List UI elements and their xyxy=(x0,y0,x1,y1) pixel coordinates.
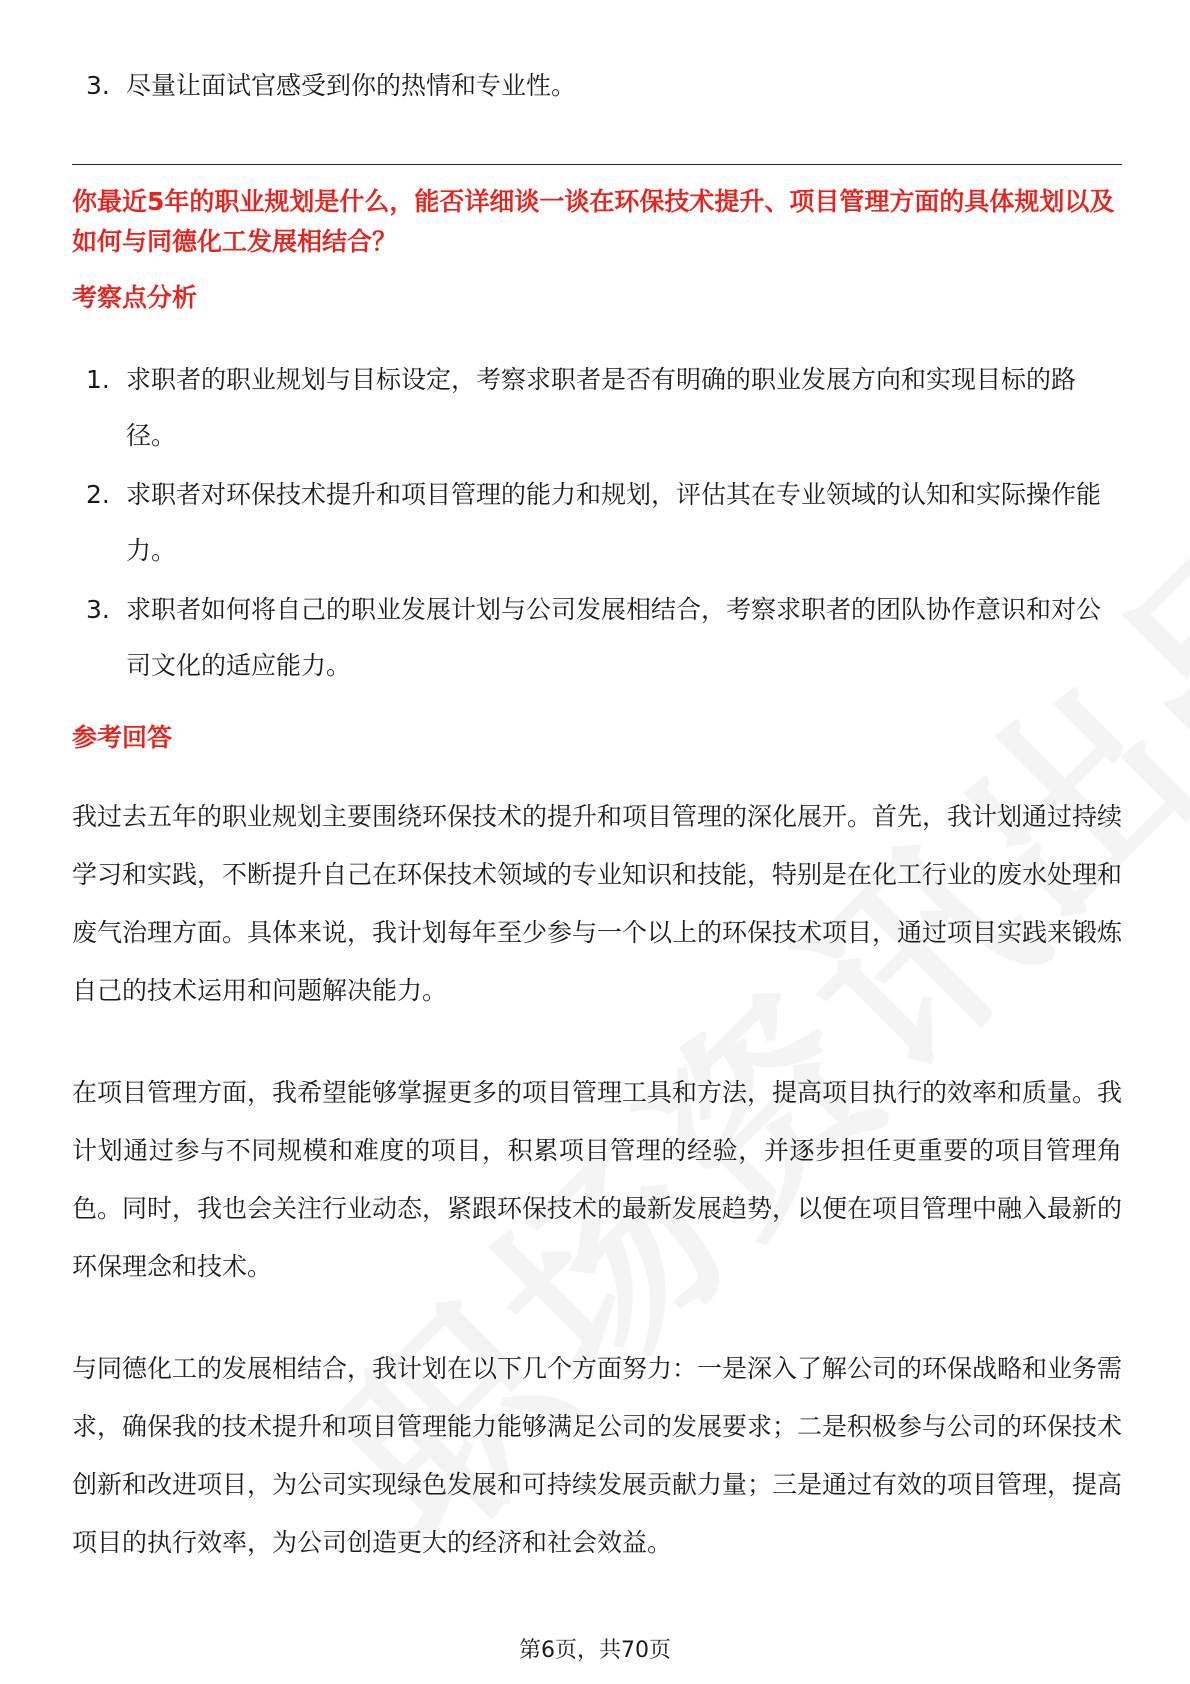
list-item-text: 尽量让面试官感受到你的热情和专业性。 xyxy=(126,71,577,100)
list-item-text: 求职者对环保技术提升和项目管理的能力和规划，评估其在专业领域的认知和实际操作能力。 xyxy=(126,480,1102,565)
list-item xyxy=(86,467,1122,579)
list-item-number: 2. xyxy=(86,480,110,509)
question-heading: 你最近5年的职业规划是什么，能否详细谈一谈在环保技术提升、项目管理方面的具体规划以及如何与同德化工发展相结合？ xyxy=(72,187,1115,256)
answer-paragraph: 在项目管理方面，我希望能够掌握更多的项目管理工具和方法，提高项目执行的效率和质量。我计划通过参与不同规模和难度的项目，积累项目管理的经验，并逐步担任更重要的项目管理角色。同时，我也会关注行业动态，紧跟环保技术的最新发展趋势，以便在项目管理中融入最新的环保理念和技术。 xyxy=(72,1078,1123,1281)
list-item-text: 求职者如何将自己的职业发展计划与公司发展相结合，考察求职者的团队协作意识和对公司文化的适应能力。 xyxy=(126,595,1102,680)
list-item xyxy=(86,352,1122,464)
analysis-list xyxy=(86,352,1122,697)
list-item-number: 3. xyxy=(86,595,110,624)
list-item-number: 1. xyxy=(86,365,110,394)
answer-body xyxy=(72,788,1122,1616)
answer-heading: 参考回答 xyxy=(72,723,173,752)
list-item xyxy=(86,582,1122,694)
answer-paragraph: 与同德化工的发展相结合，我计划在以下几个方面努力：一是深入了解公司的环保战略和业务需求，确保我的技术提升和项目管理能力能够满足公司的发展要求；二是积极参与公司的环保技术创新和改进项目，为公司实现绿色发展和可持续发展贡献力量；三是通过有效的项目管理，提高项目的执行效率，为公司创造更大的经济和社会效益。 xyxy=(72,1354,1123,1557)
section-divider xyxy=(72,164,1122,165)
list-item xyxy=(86,66,576,106)
analysis-heading: 考察点分析 xyxy=(72,283,198,312)
answer-paragraph: 我过去五年的职业规划主要围绕环保技术的提升和项目管理的深化展开。首先，我计划通过持续学习和实践，不断提升自己在环保技术领域的专业知识和技能，特别是在化工行业的废水处理和废气治理方面。具体来说，我计划每年至少参与一个以上的环保技术项目，通过项目实践来锻炼自己的技术运用和问题解决能力。 xyxy=(72,802,1123,1005)
list-item-number: 3. xyxy=(86,71,110,100)
list-item-text: 求职者的职业规划与目标设定，考察求职者是否有明确的职业发展方向和实现目标的路径。 xyxy=(126,365,1077,450)
page-number: 第6页，共70页 xyxy=(519,1638,671,1663)
